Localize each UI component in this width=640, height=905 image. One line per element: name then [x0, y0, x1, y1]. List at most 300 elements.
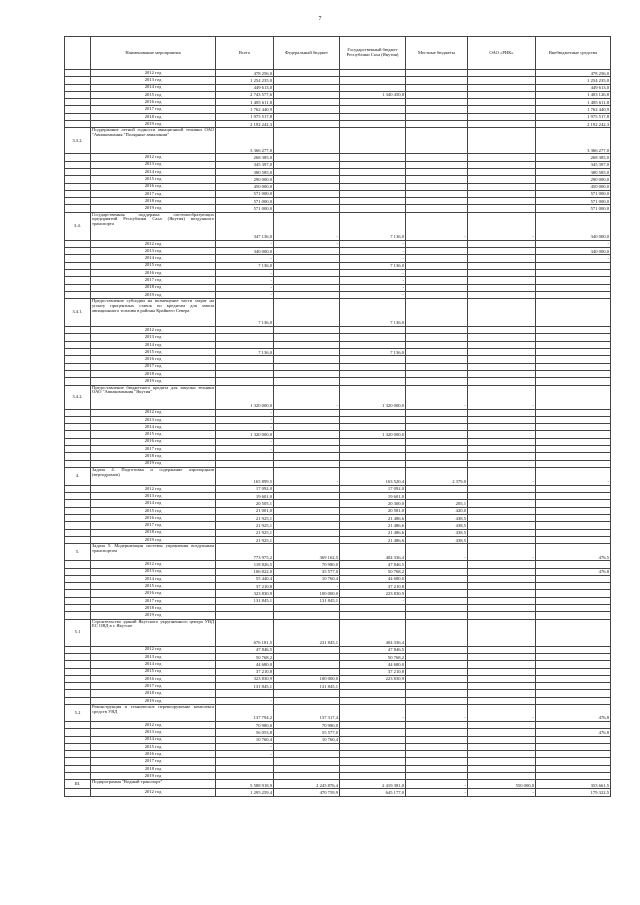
cell-federal	[274, 121, 340, 128]
row-number	[65, 424, 91, 431]
cell-local: 438,5	[406, 515, 468, 522]
table-row-year	[65, 697, 611, 704]
cell-republic: 223 830,9	[340, 590, 406, 597]
row-label: 2018 год	[91, 198, 216, 205]
cell-federal	[274, 507, 340, 514]
cell-company	[468, 507, 536, 514]
cell-federal: 100 000,0	[274, 590, 340, 597]
cell-republic	[340, 121, 406, 128]
row-number	[65, 765, 91, 772]
cell-company	[468, 327, 536, 334]
cell-republic	[340, 334, 406, 341]
row-label: 2019 год	[91, 205, 216, 212]
cell-republic	[340, 773, 406, 780]
cell-offbudget	[536, 284, 611, 291]
cell-company	[468, 653, 536, 660]
row-label: 2015 год	[91, 743, 216, 750]
row-number	[65, 205, 91, 212]
cell-local	[406, 378, 468, 385]
cell-federal: 35 577,0	[274, 568, 340, 575]
row-label: 2019 год	[91, 773, 216, 780]
cell-republic: 21 486,6	[340, 515, 406, 522]
cell-offbudget: 1 762 440,9	[536, 106, 611, 113]
cell-offbudget	[536, 773, 611, 780]
cell-republic: -	[340, 269, 406, 276]
col-header-republic: Государственный бюджет Республики Саха (Якутия)	[340, 37, 406, 70]
row-number	[65, 493, 91, 500]
cell-republic	[340, 736, 406, 743]
row-number	[65, 77, 91, 84]
cell-offbudget	[536, 349, 611, 356]
cell-local	[406, 356, 468, 363]
cell-republic	[340, 751, 406, 758]
cell-local	[406, 453, 468, 460]
row-label: Задача 4. Подготовка и содержание аэропорцнов (вертодромов)	[91, 467, 216, 485]
cell-republic	[340, 460, 406, 467]
cell-company	[468, 675, 536, 682]
cell-local	[406, 327, 468, 334]
row-label: Подпрограмма "Водный транспорт"	[91, 780, 216, 789]
row-number	[65, 445, 91, 452]
row-number	[65, 106, 91, 113]
row-label: 2016 год	[91, 590, 216, 597]
cell-federal: 10 760,4	[274, 575, 340, 582]
cell-local	[406, 176, 468, 183]
table-row-year	[65, 751, 611, 758]
cell-federal	[274, 327, 340, 334]
cell-federal	[274, 370, 340, 377]
table-row-year	[65, 255, 611, 262]
row-label: 2013 год	[91, 493, 216, 500]
row-number	[65, 370, 91, 377]
cell-republic	[340, 683, 406, 690]
cell-offbudget	[536, 370, 611, 377]
cell-company	[468, 529, 536, 536]
cell-republic: 20 581,0	[340, 507, 406, 514]
row-label: Задача 5. Модернизация системы управления воздушным транспортом	[91, 544, 216, 561]
cell-republic: 47 846,5	[340, 646, 406, 653]
cell-company: -	[468, 385, 536, 409]
table-row-year	[65, 445, 611, 452]
row-number	[65, 277, 91, 284]
table-row-year	[65, 269, 611, 276]
row-label: 2013 год	[91, 334, 216, 341]
cell-offbudget: 476,8	[536, 729, 611, 736]
table-row-year	[65, 493, 611, 500]
row-number	[65, 363, 91, 370]
cell-republic	[340, 378, 406, 385]
cell-company	[468, 597, 536, 604]
cell-local	[406, 99, 468, 106]
cell-local	[406, 198, 468, 205]
row-label: 2016 год	[91, 751, 216, 758]
row-label: 2012 год	[91, 240, 216, 247]
cell-company	[468, 690, 536, 697]
row-label: 2014 год	[91, 424, 216, 431]
cell-federal	[274, 378, 340, 385]
cell-local	[406, 128, 468, 154]
cell-total: 3 366 277,0	[216, 128, 274, 154]
cell-total: 1 485 611,8	[216, 99, 274, 106]
cell-local	[406, 240, 468, 247]
row-label: Реконструкция и техническое перевооружение комплекса средств УВД	[91, 705, 216, 722]
cell-local	[406, 612, 468, 619]
row-label: 2013 год	[91, 568, 216, 575]
table-row-activity	[65, 212, 611, 240]
cell-offbudget: -	[536, 467, 611, 485]
cell-local	[406, 183, 468, 190]
cell-republic	[340, 765, 406, 772]
row-number	[65, 515, 91, 522]
row-label: 2012 год	[91, 789, 216, 796]
cell-offbudget	[536, 590, 611, 597]
cell-total	[216, 453, 274, 460]
cell-republic	[340, 190, 406, 197]
cell-offbudget	[536, 697, 611, 704]
cell-offbudget	[536, 683, 611, 690]
cell-offbudget: 476,5	[536, 544, 611, 561]
cell-total: -	[216, 697, 274, 704]
cell-federal	[274, 605, 340, 612]
row-number	[65, 334, 91, 341]
cell-republic: 17 092,0	[340, 485, 406, 492]
cell-republic: 44 680,0	[340, 661, 406, 668]
cell-republic	[340, 445, 406, 452]
cell-company	[468, 751, 536, 758]
cell-republic: -	[340, 284, 406, 291]
cell-republic	[340, 106, 406, 113]
table-row-year	[65, 198, 611, 205]
cell-local: 2 379,0	[406, 467, 468, 485]
cell-company	[468, 284, 536, 291]
table-row-year	[65, 84, 611, 91]
cell-company: -	[468, 789, 536, 796]
cell-offbudget	[536, 736, 611, 743]
cell-total	[216, 341, 274, 348]
table-row-year	[65, 190, 611, 197]
cell-republic: 37 210,8	[340, 583, 406, 590]
cell-total: 17 092,0	[216, 485, 274, 492]
cell-company	[468, 683, 536, 690]
cell-company: -	[468, 467, 536, 485]
row-number	[65, 190, 91, 197]
row-label: 2016 год	[91, 356, 216, 363]
row-label: 2017 год	[91, 683, 216, 690]
cell-local: 438,5	[406, 522, 468, 529]
cell-local	[406, 291, 468, 298]
cell-total: 47 846,5	[216, 646, 274, 653]
table-row-year	[65, 168, 611, 175]
cell-republic: 7 136,0	[340, 349, 406, 356]
cell-local: -	[406, 385, 468, 409]
cell-republic: 7 136,0	[340, 212, 406, 240]
cell-local	[406, 646, 468, 653]
cell-federal	[274, 646, 340, 653]
cell-total	[216, 334, 274, 341]
cell-company	[468, 561, 536, 568]
cell-total: 1 254 235,0	[216, 77, 274, 84]
cell-offbudget	[536, 269, 611, 276]
cell-company	[468, 121, 536, 128]
cell-offbudget: 179 322,5	[536, 789, 611, 796]
cell-republic: -	[340, 291, 406, 298]
cell-local: -	[406, 212, 468, 240]
row-number	[65, 91, 91, 98]
cell-offbudget	[536, 445, 611, 452]
cell-total: 2 743 577,6	[216, 91, 274, 98]
cell-republic	[340, 729, 406, 736]
cell-federal: 2 245 876,4	[274, 780, 340, 789]
row-number	[65, 507, 91, 514]
cell-company	[468, 453, 536, 460]
table-row-year	[65, 522, 611, 529]
cell-federal	[274, 262, 340, 269]
table-row-year	[65, 536, 611, 543]
cell-total: -	[216, 284, 274, 291]
cell-local	[406, 299, 468, 327]
cell-federal	[274, 183, 340, 190]
cell-federal	[274, 751, 340, 758]
cell-company: -	[468, 705, 536, 722]
cell-federal	[274, 190, 340, 197]
cell-local	[406, 84, 468, 91]
row-number	[65, 168, 91, 175]
cell-company	[468, 773, 536, 780]
table-row-year	[65, 590, 611, 597]
cell-republic	[340, 113, 406, 120]
cell-offbudget: 340 000,0	[536, 248, 611, 255]
cell-federal	[274, 416, 340, 423]
table-row-year	[65, 765, 611, 772]
cell-offbudget	[536, 583, 611, 590]
cell-federal	[274, 70, 340, 77]
cell-company	[468, 416, 536, 423]
row-label: 2015 год	[91, 668, 216, 675]
cell-company	[468, 248, 536, 255]
table-body	[65, 70, 611, 797]
cell-total: 55 440,4	[216, 575, 274, 582]
cell-company	[468, 743, 536, 750]
col-header-offbudget: Внебюджетные средства	[536, 37, 611, 70]
cell-total: 1 762 440,9	[216, 106, 274, 113]
cell-company	[468, 438, 536, 445]
cell-federal	[274, 409, 340, 416]
cell-company	[468, 612, 536, 619]
cell-offbudget: 340 000,0	[536, 212, 611, 240]
table-row-year	[65, 690, 611, 697]
cell-offbudget	[536, 262, 611, 269]
cell-republic	[340, 327, 406, 334]
cell-offbudget: 345 397,0	[536, 161, 611, 168]
cell-republic	[340, 453, 406, 460]
cell-local	[406, 758, 468, 765]
cell-total: 7 136,0	[216, 349, 274, 356]
cell-offbudget	[536, 431, 611, 438]
row-label: 2019 год	[91, 291, 216, 298]
row-number	[65, 789, 91, 796]
cell-offbudget	[536, 612, 611, 619]
cell-offbudget	[536, 722, 611, 729]
cell-company	[468, 575, 536, 582]
cell-company: -	[468, 544, 536, 561]
row-label: 2012 год	[91, 409, 216, 416]
cell-offbudget: 476,8	[536, 705, 611, 722]
row-number	[65, 356, 91, 363]
cell-local: 205,1	[406, 500, 468, 507]
cell-local	[406, 277, 468, 284]
cell-total: 450 000,0	[216, 183, 274, 190]
cell-local	[406, 363, 468, 370]
cell-federal	[274, 536, 340, 543]
row-number	[65, 409, 91, 416]
cell-company	[468, 460, 536, 467]
row-label: 2014 год	[91, 661, 216, 668]
cell-federal	[274, 77, 340, 84]
table-row-year	[65, 605, 611, 612]
row-number: 5.	[65, 544, 91, 561]
cell-local: 438,5	[406, 536, 468, 543]
cell-total: -	[216, 445, 274, 452]
table-row-year	[65, 349, 611, 356]
page-number: 7	[318, 16, 322, 22]
cell-company	[468, 445, 536, 452]
cell-federal	[274, 269, 340, 276]
cell-company	[468, 168, 536, 175]
cell-total: 7 136,0	[216, 299, 274, 327]
cell-republic	[340, 612, 406, 619]
cell-total: 323 830,9	[216, 590, 274, 597]
row-label: 2017 год	[91, 758, 216, 765]
cell-total: 1 295 259,4	[216, 789, 274, 796]
cell-offbudget	[536, 515, 611, 522]
cell-company	[468, 113, 536, 120]
cell-offbudget	[536, 493, 611, 500]
cell-total: 118 826,5	[216, 561, 274, 568]
cell-federal	[274, 341, 340, 348]
cell-republic	[340, 722, 406, 729]
cell-total: 37 210,8	[216, 668, 274, 675]
row-number	[65, 722, 91, 729]
cell-total: 1 320 000,0	[216, 431, 274, 438]
table-row-year	[65, 460, 611, 467]
cell-local	[406, 751, 468, 758]
table-row-year	[65, 438, 611, 445]
cell-republic	[340, 99, 406, 106]
cell-federal	[274, 445, 340, 452]
row-number	[65, 460, 91, 467]
cell-local	[406, 409, 468, 416]
row-label: 2016 год	[91, 269, 216, 276]
cell-total: 56 053,8	[216, 729, 274, 736]
cell-republic: 2 419 381,0	[340, 780, 406, 789]
cell-federal	[274, 453, 340, 460]
cell-republic: 44 680,0	[340, 575, 406, 582]
cell-total: -	[216, 438, 274, 445]
cell-local	[406, 690, 468, 697]
cell-republic	[340, 205, 406, 212]
cell-local	[406, 168, 468, 175]
row-label: 2018 год	[91, 370, 216, 377]
row-number	[65, 255, 91, 262]
cell-company	[468, 84, 536, 91]
cell-offbudget: 380 585,0	[536, 168, 611, 175]
cell-company	[468, 70, 536, 77]
table-row-year	[65, 568, 611, 575]
row-number	[65, 240, 91, 247]
row-label: 2016 год	[91, 183, 216, 190]
table-row-year	[65, 653, 611, 660]
table-row-year	[65, 729, 611, 736]
cell-total: 345 397,0	[216, 161, 274, 168]
table-row-year	[65, 205, 611, 212]
cell-offbudget: 353 661,5	[536, 780, 611, 789]
cell-company	[468, 522, 536, 529]
row-number	[65, 522, 91, 529]
cell-republic	[340, 370, 406, 377]
table-row-activity	[65, 705, 611, 722]
cell-federal	[274, 773, 340, 780]
cell-offbudget: 449 613,0	[536, 84, 611, 91]
cell-company	[468, 668, 536, 675]
table-row-activity	[65, 780, 611, 789]
row-number: III.	[65, 780, 91, 789]
cell-local	[406, 722, 468, 729]
table-row-year	[65, 675, 611, 682]
row-label: 2017 год	[91, 106, 216, 113]
row-label: 2014 год	[91, 500, 216, 507]
row-number	[65, 653, 91, 660]
cell-local	[406, 561, 468, 568]
row-number	[65, 121, 91, 128]
cell-total: 20 505,1	[216, 500, 274, 507]
row-label: 2018 год	[91, 529, 216, 536]
row-number	[65, 583, 91, 590]
cell-republic: -	[340, 240, 406, 247]
cell-federal: 231 845,1	[274, 619, 340, 646]
cell-offbudget	[536, 363, 611, 370]
table-row-year	[65, 176, 611, 183]
cell-federal: 55 577,0	[274, 729, 340, 736]
cell-offbudget: 478 256,0	[536, 70, 611, 77]
cell-total: -	[216, 240, 274, 247]
cell-local	[406, 91, 468, 98]
row-label: 2012 год	[91, 722, 216, 729]
cell-company	[468, 646, 536, 653]
cell-offbudget	[536, 690, 611, 697]
cell-federal	[274, 493, 340, 500]
cell-offbudget: 2 192 242,3	[536, 121, 611, 128]
cell-offbudget: 1 254 235,0	[536, 77, 611, 84]
cell-local	[406, 205, 468, 212]
cell-offbudget: -	[536, 255, 611, 262]
row-label: 2017 год	[91, 522, 216, 529]
cell-total: 449 613,0	[216, 84, 274, 91]
cell-republic	[340, 168, 406, 175]
row-number	[65, 198, 91, 205]
cell-republic: 21 486,6	[340, 536, 406, 543]
cell-company	[468, 291, 536, 298]
cell-federal	[274, 661, 340, 668]
cell-total	[216, 758, 274, 765]
cell-offbudget	[536, 299, 611, 327]
cell-federal: 10 760,4	[274, 736, 340, 743]
cell-local	[406, 675, 468, 682]
cell-republic: 645 177,0	[340, 789, 406, 796]
cell-federal	[274, 363, 340, 370]
cell-company	[468, 198, 536, 205]
cell-local	[406, 773, 468, 780]
table-row-year	[65, 789, 611, 796]
